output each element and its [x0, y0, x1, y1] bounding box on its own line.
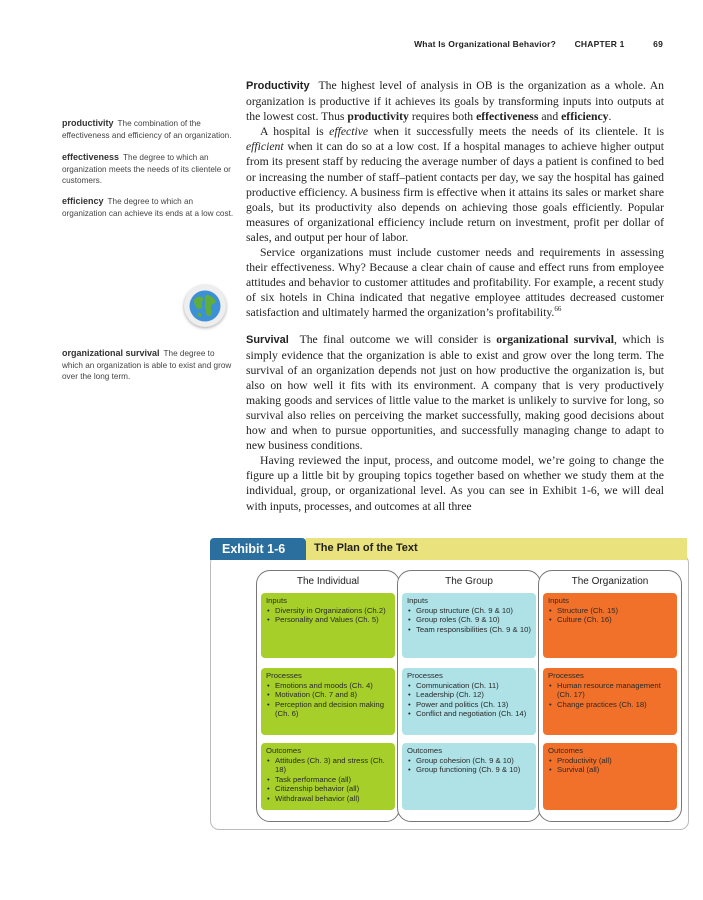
- group-processes-box: [402, 668, 536, 735]
- list-item: • Group cohesion (Ch. 9 & 10): [407, 756, 531, 766]
- paragraph-survival: [246, 332, 664, 454]
- organization-inputs-box: [543, 593, 677, 658]
- main-text: [246, 78, 664, 514]
- list-item: • Personality and Values (Ch. 5): [266, 615, 390, 625]
- text: requires both: [411, 110, 474, 124]
- text: The final outcome we will consider is: [299, 332, 491, 346]
- box-heading: Inputs: [407, 596, 428, 605]
- emphasis: effective: [329, 125, 369, 139]
- glossary-entry-efficiency: [62, 196, 234, 219]
- column-organization: [538, 570, 682, 822]
- text: Having reviewed the input, process, and outcome model, we’re going to change the figure up a little bit by grouping topics together based on whether we study them at the individual, group, or organizational level. As you can see in Exhibit 1-6, we will deal with inputs, processes, and outcomes at all three: [246, 454, 664, 513]
- list-item: • Citizenship behavior (all): [266, 784, 390, 794]
- glossary-definition: The degree to which an organization can achieve its ends at a low cost.: [62, 197, 234, 218]
- individual-outcomes-box: [261, 743, 395, 810]
- text: .: [608, 110, 612, 124]
- group-inputs-box: [402, 593, 536, 658]
- list-item: • Perception and decision making (Ch. 6): [266, 700, 390, 719]
- glossary-entry-productivity: [62, 118, 234, 141]
- organization-outcomes-box: [543, 743, 677, 810]
- list-item: • Communication (Ch. 11): [407, 681, 531, 691]
- text: A hospital is: [260, 125, 324, 139]
- list-item: • Leadership (Ch. 12): [407, 690, 531, 700]
- organization-processes-box: [543, 668, 677, 735]
- column-title: The Individual: [296, 576, 360, 587]
- list-item: • Group structure (Ch. 9 & 10): [407, 606, 531, 616]
- box-heading: Outcomes: [266, 746, 302, 755]
- key-term: organizational survival: [496, 332, 614, 346]
- globe-icon: [184, 285, 226, 327]
- column-group: [397, 570, 541, 822]
- emphasis: efficient: [246, 140, 284, 154]
- list-item: • Task performance (all): [266, 775, 390, 785]
- exhibit-figure: [210, 538, 689, 830]
- list-item: • Diversity in Organizations (Ch.2): [266, 606, 390, 616]
- list-item: • Group functioning (Ch. 9 & 10): [407, 765, 531, 775]
- paragraph-productivity: [246, 78, 664, 124]
- glossary-term: efficiency: [62, 196, 104, 206]
- list-item: • Withdrawal behavior (all): [266, 794, 390, 804]
- footnote-ref: 66: [554, 305, 562, 314]
- box-heading: Processes: [548, 671, 584, 680]
- list-item: • Change practices (Ch. 18): [548, 700, 672, 710]
- text: when it can do so at a low cost. If a hospital manages to achieve higher output from its present staff by reducing the average number of days a patient is confined to bed or increasing the number of staff–patient contacts per day, we say the hospital has gained productive efficiency. A business firm is effective when it attains its sales or market share goals, but its productivity also depends on achieving those goals efficiently. Popular measures of organizational efficiency include return on investment, profit per dollar of sales, and output per hour of labor.: [246, 140, 665, 244]
- running-head: [414, 39, 663, 49]
- exhibit-label: Exhibit 1-6: [210, 538, 306, 560]
- glossary-entry-effectiveness: [62, 152, 234, 187]
- glossary-term: productivity: [62, 118, 114, 128]
- key-term: efficiency: [561, 110, 609, 124]
- box-heading: Outcomes: [548, 746, 584, 755]
- box-heading: Processes: [407, 671, 443, 680]
- paragraph-service: [246, 245, 664, 320]
- text: The highest level of analysis in OB is the organization as a whole. An organization is productive if it achieves its goals by transforming inputs into outputs at the lowest cost. Thus: [246, 79, 665, 124]
- runin-heading-survival: Survival: [246, 333, 289, 346]
- page-number: 69: [653, 39, 663, 49]
- exhibit-title-bar: [306, 538, 687, 560]
- glossary-term: effectiveness: [62, 152, 120, 162]
- column-title: The Group: [445, 576, 493, 587]
- exhibit-title: The Plan of the Text: [314, 542, 418, 554]
- key-term: effectiveness: [476, 110, 539, 124]
- column-title: The Organization: [571, 576, 649, 587]
- glossary-definition: The combination of the effectiveness and efficiency of an organization.: [62, 119, 232, 140]
- paragraph-model: [246, 453, 664, 513]
- key-term: productivity: [347, 110, 409, 124]
- text: when it successfully meets the needs of its clientele. It is: [373, 125, 664, 139]
- list-item: • Group roles (Ch. 9 & 10): [407, 615, 531, 625]
- box-heading: Inputs: [266, 596, 287, 605]
- text: and: [541, 110, 559, 124]
- box-heading: Processes: [266, 671, 302, 680]
- list-item: • Conflict and negotiation (Ch. 14): [407, 709, 531, 719]
- list-item: • Power and politics (Ch. 13): [407, 700, 531, 710]
- group-outcomes-box: [402, 743, 536, 810]
- list-item: • Attitudes (Ch. 3) and stress (Ch. 18): [266, 756, 390, 775]
- text: Service organizations must include customer needs and requirements in assessing their effectiveness. Why? Because a clear chain of cause and effect runs from employee attitudes and behavior to customer attitudes and profitability. For example, a recent study of six hotels in China indicated that negative employee attitudes decreased customer satisfaction and ultimately harmed the organization’s profitability.: [246, 246, 664, 320]
- list-item: • Culture (Ch. 16): [548, 615, 672, 625]
- list-item: • Motivation (Ch. 7 and 8): [266, 690, 390, 700]
- text: , which is simply evidence that the organization is able to exist and grow over the long term. The survival of an organization depends not just on how productive the organization is, but also on how well it fits with its environment. A company that is very productively making goods and services of little value to the market is unlikely to survive for long, so survival also relies on perceiving the market successfully, making good decisions about how and when to pursue opportunities, and successfully managing change to adapt to new business conditions.: [246, 332, 665, 453]
- individual-processes-box: [261, 668, 395, 735]
- list-item: • Team responsibilities (Ch. 9 & 10): [407, 625, 531, 635]
- individual-inputs-box: [261, 593, 395, 658]
- glossary-entry-organizational-survival: [62, 348, 234, 383]
- glossary-term: organizational survival: [62, 348, 160, 358]
- runin-heading-productivity: Productivity: [246, 80, 310, 92]
- box-heading: Outcomes: [407, 746, 443, 755]
- list-item: • Survival (all): [548, 765, 672, 775]
- box-heading: Inputs: [548, 596, 569, 605]
- glossary-definition: The degree to which an organization meets the needs of its clientele or customers.: [62, 153, 231, 185]
- running-head-title: What Is Organizational Behavior?: [414, 39, 557, 49]
- glossary-definition: The degree to which an organization is able to exist and grow over the long term.: [62, 349, 232, 381]
- running-head-chapter: CHAPTER 1: [574, 39, 625, 49]
- list-item: • Productivity (all): [548, 756, 672, 766]
- list-item: • Emotions and moods (Ch. 4): [266, 681, 390, 691]
- paragraph-hospital: [246, 124, 664, 245]
- list-item: • Structure (Ch. 15): [548, 606, 672, 616]
- column-individual: [256, 570, 400, 822]
- list-item: • Human resource management (Ch. 17): [548, 681, 672, 700]
